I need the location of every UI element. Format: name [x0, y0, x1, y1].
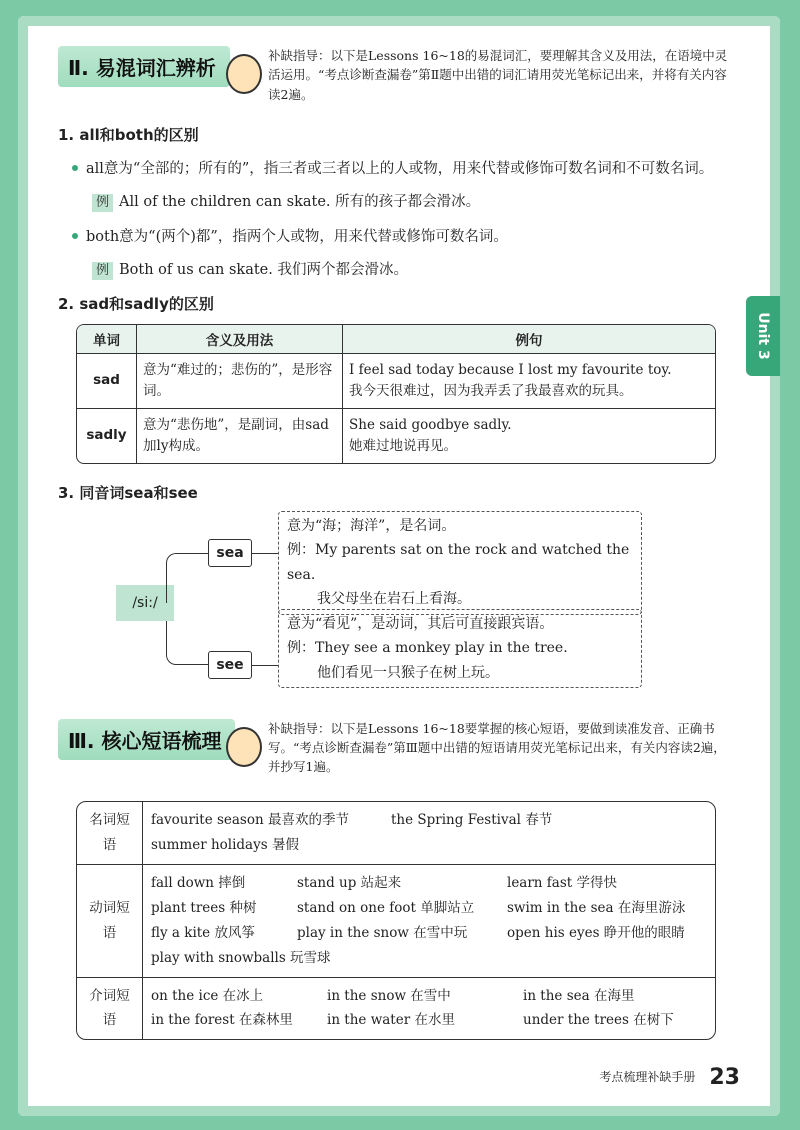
mascot-icon	[226, 727, 262, 767]
all-example: 例 All of the children can skate. 所有的孩子都会滑冰。	[58, 188, 738, 217]
table-cell: 意为“难过的；悲伤的”，是形容词。	[137, 354, 343, 409]
both-example: 例 Both of us can skate. 我们两个都会滑冰。	[58, 256, 738, 285]
category-cell: 动词短语	[77, 865, 143, 978]
sea-see-diagram	[58, 513, 738, 703]
sea-explain-box: 意为“海；海洋”，是名词。 例：My parents sat on the rock and watched the sea. 我父母坐在岩石上看海。	[278, 511, 642, 615]
table-row	[77, 354, 715, 409]
table-row	[77, 409, 715, 463]
table-header: 例句	[343, 325, 715, 354]
section2-title: Ⅱ. 易混词汇辨析	[58, 46, 230, 87]
section3-header	[58, 719, 738, 801]
table-cell: sad	[77, 354, 137, 409]
example-tag: 例	[92, 262, 113, 280]
table-row	[77, 978, 715, 1040]
table-header: 单词	[77, 325, 137, 354]
phrases-table	[76, 801, 716, 1041]
connector-line	[166, 553, 214, 603]
connector-line	[166, 621, 214, 665]
both-desc: both意为“(两个)都”，指两个人或物，用来代替或修饰可数名词。	[58, 223, 738, 252]
table-cell: 意为“悲伤地”，是副词，由sad加ly构成。	[137, 409, 343, 463]
category-cell: 介词短语	[77, 978, 143, 1040]
bullet-icon	[72, 165, 78, 171]
table-header: 含义及用法	[137, 325, 343, 354]
page	[18, 16, 780, 1116]
table-row	[77, 802, 715, 865]
table-cell: I feel sad today because I lost my favourite toy. 我今天很难过，因为我弄丢了我最喜欢的玩具。	[343, 354, 715, 409]
connector-line	[252, 553, 278, 554]
connector-line	[252, 665, 278, 666]
example-tag: 例	[92, 194, 113, 212]
unit-tab[interactable]: Unit 3	[746, 296, 780, 376]
heading-all-both: 1. all和both的区别	[58, 126, 199, 144]
category-cell: 名词短语	[77, 802, 143, 865]
node-see: see	[208, 651, 252, 679]
section3-tip: 补缺指导：以下是Lessons 16~18要掌握的核心短语，要做到读准发音、正确书写。“考点诊断查漏卷”第Ⅲ题中出错的短语请用荧光笔标记出来，有关内容读2遍，并抄写1遍。	[268, 720, 726, 775]
content	[58, 46, 738, 1040]
table-row	[77, 865, 715, 978]
table-cell: sadly	[77, 409, 137, 463]
table-header-row	[77, 325, 715, 354]
node-sea: sea	[208, 539, 252, 567]
table-cell: She said goodbye sadly. 她难过地说再见。	[349, 416, 512, 454]
heading-sea-see: 3. 同音词sea和see	[58, 483, 198, 502]
page-footer: 考点梳理补缺手册 23	[599, 1065, 740, 1090]
sad-sadly-table	[76, 324, 716, 464]
see-explain-box: 意为“看见”，是动词，其后可直接跟宾语。 例：They see a monkey play in the tree. 他们看见一只猴子在树上玩。	[278, 609, 642, 689]
heading-sad-sadly: 2. sad和sadly的区别	[58, 295, 214, 313]
phrases-cell: on the ice 在冰上 in the snow 在雪中 in the sea 在海里 in the forest 在森林里 in the water 在水里 under the trees 在树下	[151, 987, 674, 1029]
page-number: 23	[709, 1065, 740, 1090]
bullet-icon	[72, 233, 78, 239]
phrases-cell: fall down 摔倒 stand up 站起来 learn fast 学得快 plant trees 种树 stand on one foot 单脚站立 swim in the sea 在海里游泳 fly a kite 放风筝 play in the snow 在雪中玩 open his eyes 睁开他的眼睛 play with snowballs 玩雪球	[143, 865, 715, 978]
phrases-cell: favourite season 最喜欢的季节 the Spring Festival 春节 summer holidays 暑假	[143, 802, 715, 865]
section2-tip: 补缺指导：以下是Lessons 16~18的易混词汇，要理解其含义及用法，在语境中灵活运用。“考点诊断查漏卷”第Ⅱ题中出错的词汇请用荧光笔标记出来，并将有关内容读2遍。	[268, 48, 728, 102]
mascot-icon	[226, 54, 262, 94]
all-desc: all意为“全部的；所有的”，指三者或三者以上的人或物，用来代替或修饰可数名词和不可数名词。	[58, 155, 738, 184]
section2-header	[58, 46, 738, 116]
section3-title: Ⅲ. 核心短语梳理	[58, 719, 235, 760]
phonetic-root: /si:/	[116, 585, 174, 621]
